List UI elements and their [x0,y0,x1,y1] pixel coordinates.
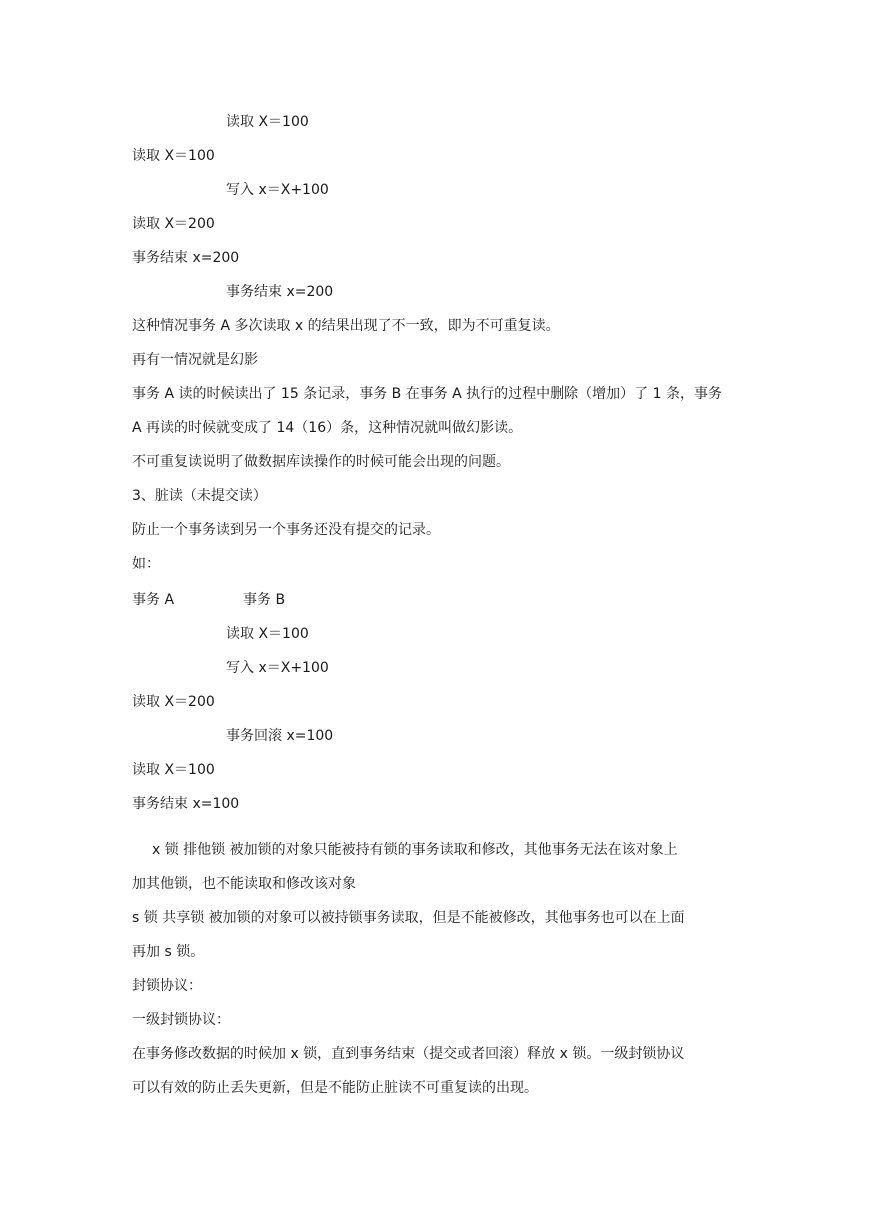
paragraph-line: s 锁 共享锁 被加锁的对象可以被持锁事务读取，但是不能被修改，其他事务也可以在上面 [132,910,685,926]
text-line: 事务结束 x=200 [132,250,240,266]
paragraph-line: 不可重复读说明了做数据库读操作的时候可能会出现的问题。 [132,454,510,470]
text-line: 读取 X＝200 [132,694,215,710]
column-header-a: 事务 A [132,592,175,608]
section-heading: 3、脏读（未提交读） [132,488,267,504]
paragraph-line: 加其他锁，也不能读取和修改该对象 [132,876,356,892]
column-header-b: 事务 B [243,592,286,608]
paragraph-line: A 再读的时候就变成了 14（16）条，这种情况就叫做幻影读。 [132,420,523,436]
paragraph-line: x 锁 排他锁 被加锁的对象只能被持有锁的事务读取和修改，其他事务无法在该对象上 [152,842,678,858]
paragraph-line: 再有一情况就是幻影 [132,352,258,368]
text-line: 写入 x＝X+100 [226,660,329,676]
paragraph-line: 在事务修改数据的时候加 x 锁，直到事务结束（提交或者回滚）释放 x 锁。一级封锁协议 [132,1046,685,1062]
text-line: 读取 X＝200 [132,216,215,232]
text-line: 读取 X＝100 [132,148,215,164]
paragraph-line: 如： [132,556,160,572]
paragraph-line: 事务 A 读的时候读出了 15 条记录，事务 B 在事务 A 执行的过程中删除（增加）了 1 条，事务 [132,386,722,402]
paragraph-line: 封锁协议： [132,978,202,994]
paragraph-line: 这种情况事务 A 多次读取 x 的结果出现了不一致，即为不可重复读。 [132,318,560,334]
text-line: 读取 X＝100 [226,114,309,130]
text-line: 读取 X＝100 [226,626,309,642]
text-line: 写入 x＝X+100 [226,182,329,198]
text-line: 事务结束 x=200 [226,284,334,300]
text-line: 读取 X＝100 [132,762,215,778]
paragraph-line: 防止一个事务读到另一个事务还没有提交的记录。 [132,522,440,538]
paragraph-line: 一级封锁协议： [132,1012,230,1028]
paragraph-line: 可以有效的防止丢失更新，但是不能防止脏读不可重复读的出现。 [132,1080,538,1096]
text-line: 事务回滚 x=100 [226,728,334,744]
paragraph-line: 再加 s 锁。 [132,944,205,960]
text-line: 事务结束 x=100 [132,796,240,812]
